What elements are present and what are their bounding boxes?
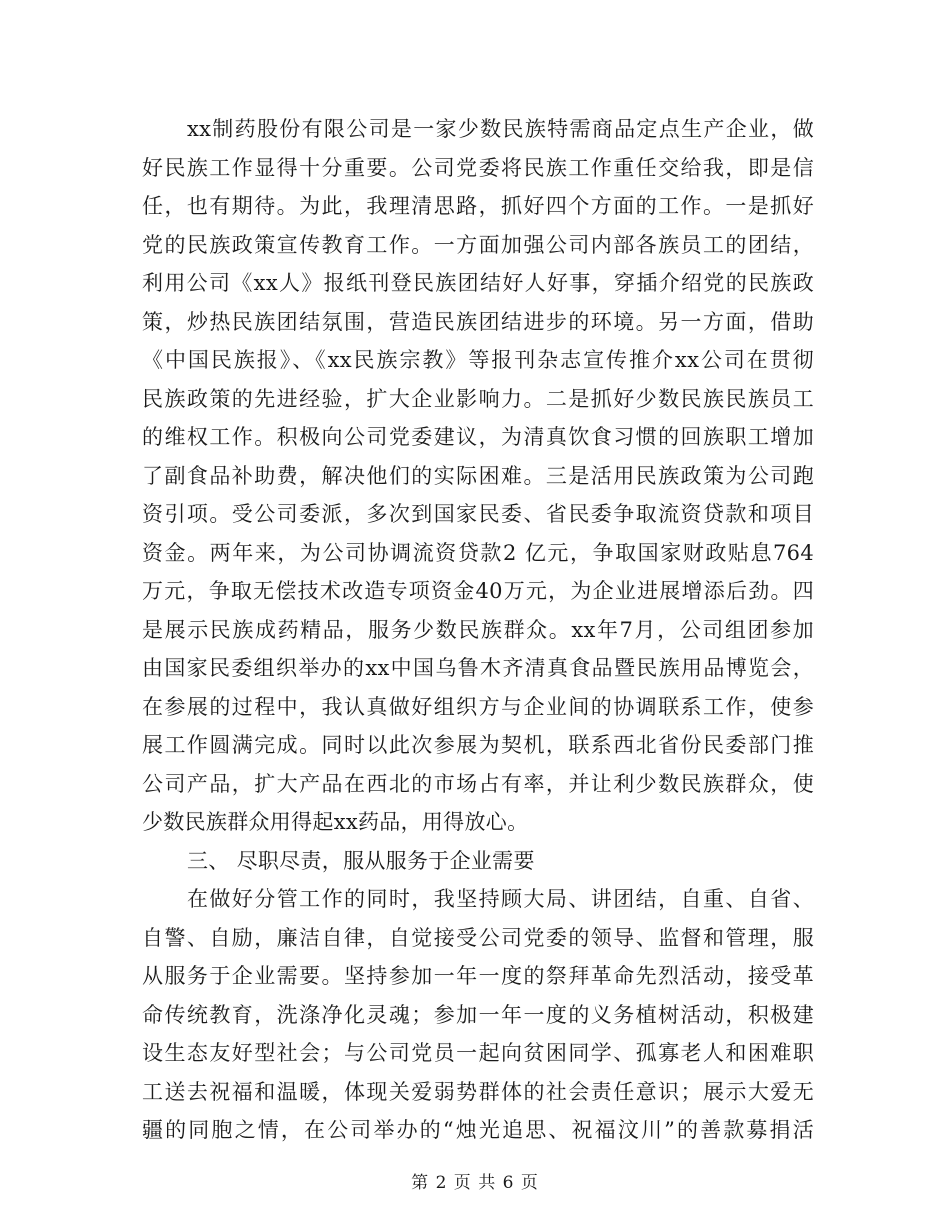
- text-line: 疆的同胞之情，在公司举办的“烛光追思、祝福汶川”的善款募捐活: [142, 1118, 814, 1142]
- text-line: 在参展的过程中，我认真做好组织方与企业间的协调联系工作，使参: [142, 694, 814, 719]
- text-line: 的维权工作。积极向公司党委建议，为清真饮食习惯的回族职工增加: [142, 425, 814, 449]
- text-line: 万元，争取无偿技术改造专项资金40万元，为企业进展增添后劲。四: [142, 579, 814, 603]
- text-line: 在做好分管工作的同时，我坚持顾大局、讲团结，自重、自省、: [187, 887, 814, 911]
- body-text: [142, 110, 814, 1150]
- text-line: 了副食品补助费，解决他们的实际困难。三是活用民族政策为公司跑: [142, 463, 814, 488]
- text-line: 由国家民委组织举办的xx中国乌鲁木齐清真食品暨民族用品博览会，: [142, 656, 814, 680]
- text-line: 命传统教育，洗涤净化灵魂；参加一年一度的义务植树活动，积极建: [142, 1002, 814, 1027]
- text-line: 公司产品，扩大产品在西北的市场占有率，并让利少数民族群众，使: [142, 771, 814, 796]
- text-line: 党的民族政策宣传教育工作。一方面加强公司内部各族员工的团结，: [142, 232, 814, 257]
- text-line: 好民族工作显得十分重要。公司党委将民族工作重任交给我，即是信: [142, 155, 814, 180]
- text-line: 自警、自励，廉洁自律，自觉接受公司党委的领导、监督和管理，服: [142, 925, 814, 950]
- text-line: 设生态友好型社会；与公司党员一起向贫困同学、孤寡老人和困难职: [142, 1041, 814, 1065]
- text-line: 任，也有期待。为此，我理清思路，抓好四个方面的工作。一是抓好: [142, 194, 814, 218]
- text-line: 策，炒热民族团结氛围，营造民族团结进步的环境。另一方面，借助: [142, 309, 814, 334]
- text-line: 展工作圆满完成。同时以此次参展为契机，联系西北省份民委部门推: [142, 733, 814, 757]
- text-line: 《中国民族报》、《xx民族宗教》等报刊杂志宣传推介xx公司在贯彻: [142, 348, 814, 372]
- text-line: 利用公司《xx人》报纸刊登民族团结好人好事，穿插介绍党的民族政: [142, 271, 814, 295]
- text-line: 民族政策的先进经验，扩大企业影响力。二是抓好少数民族民族员工: [142, 386, 814, 411]
- text-line: 资引项。受公司委派，多次到国家民委、省民委争取流资贷款和项目: [142, 502, 814, 526]
- text-line: 少数民族群众用得起xx药品，用得放心。: [142, 810, 529, 834]
- text-line: xx制药股份有限公司是一家少数民族特需商品定点生产企业，做: [187, 117, 814, 141]
- page-footer: [0, 1168, 950, 1193]
- text-line: 资金。两年来，为公司协调流资贷款2 亿元，争取国家财政贴息764: [142, 540, 814, 565]
- text-line: 是展示民族成药精品，服务少数民族群众。xx年7月，公司组团参加: [142, 617, 814, 642]
- section-heading: 三、 尽职尽责，服从服务于企业需要: [187, 848, 535, 873]
- text-line: 工送去祝福和温暖，体现关爱弱势群体的社会责任意识；展示大爱无: [142, 1079, 814, 1104]
- page-number: 第 2 页 共 6 页: [411, 1173, 539, 1193]
- text-line: 从服务于企业需要。坚持参加一年一度的祭拜革命先烈活动，接受革: [142, 964, 814, 988]
